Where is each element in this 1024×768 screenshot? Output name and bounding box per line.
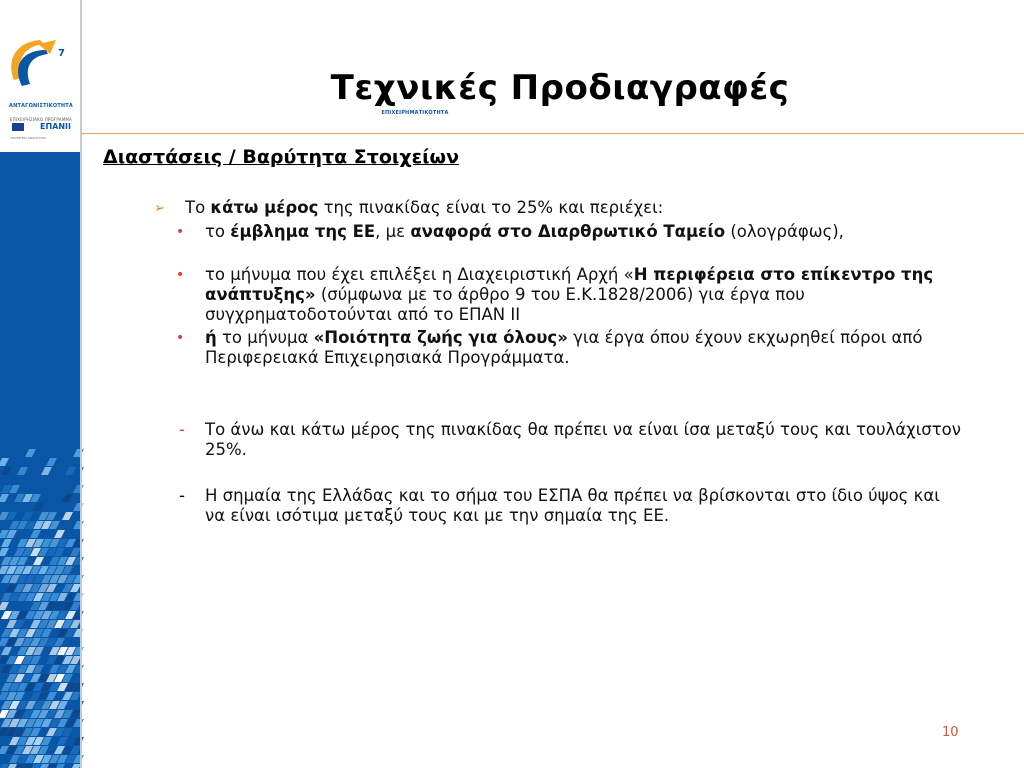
logo-epan: ΕΠΑΝΙΙ	[40, 122, 71, 131]
section-heading: Διαστάσεις / Βαρύτητα Στοιχείων	[103, 146, 460, 168]
dot-bullet-icon: •	[176, 330, 185, 346]
page-number: 10	[942, 725, 959, 740]
sub2-t2: (σύμφωνα με το άρθρο 9 του Ε.Κ.1828/2006) για έργα που συγχρηματοδοτούνται από το ΕΠΑΝ ΙΙ	[205, 285, 805, 324]
sub-bullet-3-text	[205, 328, 945, 368]
dash-item-2	[179, 486, 965, 526]
dot-bullet-icon: •	[176, 224, 185, 240]
sub1-t3: (ολογράφως),	[725, 222, 844, 241]
sub-bullet-2-text	[205, 265, 945, 325]
sub1-b1: έμβλημα της ΕΕ	[230, 222, 376, 241]
title-divider	[82, 133, 1024, 134]
sub3-t1: το μήνυμα	[216, 328, 314, 347]
slide-title: Τεχνικές Προδιαγραφές	[330, 68, 790, 108]
eu-flag-icon	[12, 123, 24, 131]
logo-line-2: ΕΠΙΧΕΙΡΗΜΑΤΙΚΟΤΗΤΑ	[381, 110, 449, 116]
sub-bullet-3	[176, 328, 945, 368]
dash-item-1-text: Το άνω και κάτω μέρος της πινακίδας θα πρέπει να είναι ίσα μεταξύ τους και τουλάχιστον 25%.	[205, 420, 961, 459]
sub1-t1: το	[205, 222, 231, 241]
dash-bullet-icon: -	[179, 420, 185, 439]
sidebar-divider	[80, 0, 82, 768]
sub-bullet-1	[176, 222, 945, 242]
sub2-t1: το μήνυμα που έχει επιλέξει η Διαχειριστική Αρχή «	[205, 265, 634, 284]
logo-line-1: ΑΝΤΑΓΩΝΙΣΤΙΚΟΤΗΤΑ	[9, 103, 73, 109]
dash-bullet-icon: -	[179, 486, 185, 505]
sub-bullet-2	[176, 265, 945, 325]
dot-bullet-icon: •	[176, 267, 185, 283]
sub2-b1: Η περιφέρεια στο επίκεντρο της ανάπτυξης»	[205, 265, 934, 304]
sub3-b1: ή	[205, 328, 217, 347]
main-bullet-bold: κάτω μέρος	[210, 198, 319, 217]
main-bullet-suffix: της πινακίδας είναι το 25% και περιέχει:	[318, 198, 664, 217]
logo-tiny-text: ΥΠΟΥΡΓΕΙΟ ΑΝΑΠΤΥΞΗΣ	[10, 136, 47, 140]
sub1-b2: αναφορά στο Διαρθρωτικό Ταμείο	[410, 222, 726, 241]
svg-text:7: 7	[58, 48, 65, 59]
logo-box	[0, 0, 449, 152]
logo-swoosh-icon	[0, 0, 80, 100]
logo-line-3: ΕΠΙΧΕΙΡΗΣΙΑΚΟ ΠΡΟΓΡΑΜΜΑ	[9, 117, 73, 122]
sub3-b2: «Ποιότητα ζωής για όλους»	[313, 328, 568, 347]
arrow-bullet-icon: ➢	[154, 201, 165, 216]
dash-item-1	[179, 420, 965, 460]
main-bullet-prefix: Το	[185, 198, 211, 217]
dash-item-2-text: Η σημαία της Ελλάδας και το σήμα του ΕΣΠΑ θα πρέπει να βρίσκονται στο ίδιο ύψος και να είναι ισότιμα μεταξύ τους και με την σημαία της ΕΕ.	[205, 486, 940, 525]
main-bullet-text	[185, 198, 663, 218]
sub-bullet-1-text	[205, 222, 945, 242]
sub1-t2: , με	[375, 222, 411, 241]
sub3-t2: για έργα όπου έχουν εκχωρηθεί πόροι από Περιφερειακά Επιχειρησιακά Προγράμματα.	[205, 328, 923, 367]
